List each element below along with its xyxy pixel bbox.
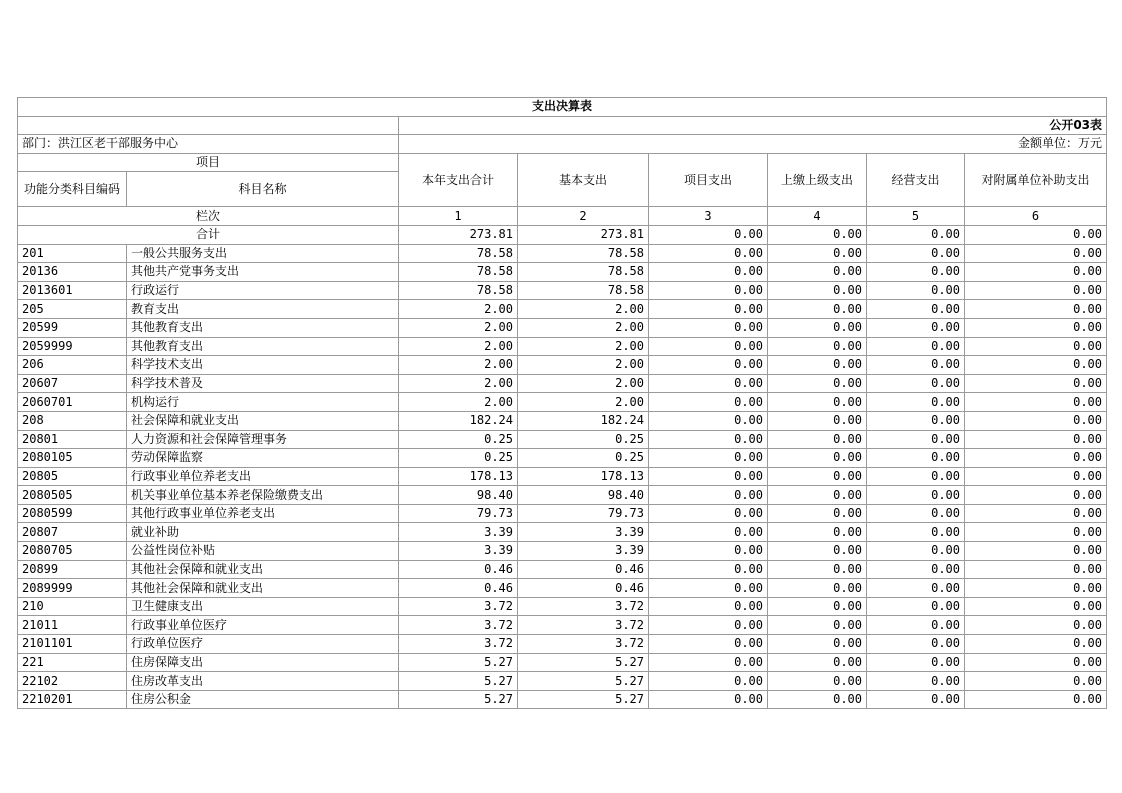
amount-cell: 2.00 xyxy=(518,393,649,412)
amount-cell: 0.00 xyxy=(649,263,768,282)
subject-code: 20899 xyxy=(18,560,127,579)
subject-name: 行政事业单位养老支出 xyxy=(127,467,399,486)
subject-name: 机关事业单位基本养老保险缴费支出 xyxy=(127,486,399,505)
amount-cell: 0.00 xyxy=(867,337,965,356)
table-row xyxy=(18,411,1107,430)
amount-cell: 0.00 xyxy=(867,281,965,300)
amount-cell: 0.00 xyxy=(965,597,1107,616)
amount-cell: 0.00 xyxy=(867,411,965,430)
table-row xyxy=(18,504,1107,523)
header-col5: 经营支出 xyxy=(867,153,965,207)
amount-cell: 0.00 xyxy=(768,300,867,319)
amount-cell: 0.00 xyxy=(867,653,965,672)
amount-cell: 178.13 xyxy=(518,467,649,486)
column-index: 3 xyxy=(649,207,768,226)
amount-cell: 0.00 xyxy=(768,449,867,468)
column-index: 4 xyxy=(768,207,867,226)
amount-cell: 0.00 xyxy=(649,244,768,263)
subject-code: 20801 xyxy=(18,430,127,449)
amount-cell: 0.00 xyxy=(649,504,768,523)
amount-cell: 0.00 xyxy=(649,579,768,598)
subject-name: 机构运行 xyxy=(127,393,399,412)
subject-code: 201 xyxy=(18,244,127,263)
amount-cell: 0.00 xyxy=(867,318,965,337)
subject-code: 20805 xyxy=(18,467,127,486)
amount-cell: 78.58 xyxy=(518,244,649,263)
amount-cell: 0.00 xyxy=(965,467,1107,486)
subject-name: 科学技术普及 xyxy=(127,374,399,393)
subject-code: 208 xyxy=(18,411,127,430)
expenditure-statement-sheet xyxy=(17,97,1106,709)
column-index-label: 栏次 xyxy=(18,207,399,226)
header-col2: 基本支出 xyxy=(518,153,649,207)
amount-cell: 0.00 xyxy=(649,411,768,430)
amount-cell: 0.00 xyxy=(965,337,1107,356)
amount-cell: 3.39 xyxy=(399,523,518,542)
table-row xyxy=(18,486,1107,505)
subject-code: 2080705 xyxy=(18,542,127,561)
amount-cell: 2.00 xyxy=(399,300,518,319)
amount-cell: 0.00 xyxy=(649,337,768,356)
amount-cell: 0.00 xyxy=(867,374,965,393)
amount-cell: 0.00 xyxy=(867,616,965,635)
amount-cell: 78.58 xyxy=(399,281,518,300)
subject-name: 住房公积金 xyxy=(127,690,399,709)
column-index: 6 xyxy=(965,207,1107,226)
table-row xyxy=(18,430,1107,449)
amount-cell: 5.27 xyxy=(518,672,649,691)
subject-name: 社会保障和就业支出 xyxy=(127,411,399,430)
amount-cell: 0.00 xyxy=(965,374,1107,393)
amount-cell: 0.00 xyxy=(649,690,768,709)
blank-cell xyxy=(18,116,399,135)
amount-cell: 0.00 xyxy=(768,690,867,709)
subject-code: 2080599 xyxy=(18,504,127,523)
subject-code: 2059999 xyxy=(18,337,127,356)
column-index: 5 xyxy=(867,207,965,226)
amount-cell: 3.39 xyxy=(399,542,518,561)
amount-cell: 2.00 xyxy=(518,374,649,393)
amount-cell: 0.25 xyxy=(518,449,649,468)
amount-cell: 0.00 xyxy=(965,504,1107,523)
amount-cell: 0.00 xyxy=(867,467,965,486)
amount-cell: 0.00 xyxy=(649,542,768,561)
amount-cell: 0.00 xyxy=(649,523,768,542)
amount-cell: 0.00 xyxy=(867,449,965,468)
amount-cell: 5.27 xyxy=(399,690,518,709)
amount-cell: 0.00 xyxy=(649,356,768,375)
table-row xyxy=(18,542,1107,561)
table-row xyxy=(18,672,1107,691)
amount-cell: 98.40 xyxy=(518,486,649,505)
amount-cell: 0.00 xyxy=(768,467,867,486)
subject-name: 其他行政事业单位养老支出 xyxy=(127,504,399,523)
subject-name: 就业补助 xyxy=(127,523,399,542)
amount-cell: 0.00 xyxy=(867,560,965,579)
amount-cell: 0.00 xyxy=(649,467,768,486)
amount-cell: 0.00 xyxy=(649,653,768,672)
amount-cell: 0.00 xyxy=(965,579,1107,598)
amount-cell: 0.00 xyxy=(768,579,867,598)
amount-cell: 0.00 xyxy=(867,244,965,263)
amount-cell: 0.00 xyxy=(965,635,1107,654)
amount-cell: 2.00 xyxy=(399,337,518,356)
header-col6: 对附属单位补助支出 xyxy=(965,153,1107,207)
amount-cell: 0.00 xyxy=(965,616,1107,635)
amount-cell: 0.00 xyxy=(649,672,768,691)
amount-cell: 2.00 xyxy=(518,300,649,319)
amount-cell: 0.00 xyxy=(768,635,867,654)
subject-code: 210 xyxy=(18,597,127,616)
amount-cell: 0.00 xyxy=(768,244,867,263)
subject-name: 其他教育支出 xyxy=(127,318,399,337)
subject-name: 其他社会保障和就业支出 xyxy=(127,579,399,598)
amount-cell: 0.00 xyxy=(649,635,768,654)
table-row xyxy=(18,579,1107,598)
amount-cell: 0.00 xyxy=(965,356,1107,375)
amount-cell: 0.00 xyxy=(867,579,965,598)
amount-cell: 0.00 xyxy=(965,263,1107,282)
amount-cell: 0.46 xyxy=(399,579,518,598)
table-row xyxy=(18,616,1107,635)
amount-cell: 0.00 xyxy=(649,486,768,505)
amount-cell: 0.00 xyxy=(768,672,867,691)
subject-name: 科学技术支出 xyxy=(127,356,399,375)
amount-cell: 0.00 xyxy=(867,635,965,654)
table-row xyxy=(18,356,1107,375)
subject-code: 205 xyxy=(18,300,127,319)
amount-cell: 0.00 xyxy=(867,393,965,412)
amount-cell: 0.00 xyxy=(768,523,867,542)
subject-name: 卫生健康支出 xyxy=(127,597,399,616)
amount-cell: 78.58 xyxy=(399,244,518,263)
amount-cell: 2.00 xyxy=(518,318,649,337)
subject-code: 20807 xyxy=(18,523,127,542)
header-col1: 本年支出合计 xyxy=(399,153,518,207)
table-row xyxy=(18,393,1107,412)
amount-cell: 3.72 xyxy=(518,616,649,635)
total-label: 合计 xyxy=(18,225,399,244)
subject-name: 劳动保障监察 xyxy=(127,449,399,468)
amount-cell: 178.13 xyxy=(399,467,518,486)
amount-cell: 5.27 xyxy=(399,672,518,691)
header-col3: 项目支出 xyxy=(649,153,768,207)
subject-name: 公益性岗位补贴 xyxy=(127,542,399,561)
table-row xyxy=(18,653,1107,672)
amount-cell: 0.00 xyxy=(649,597,768,616)
amount-cell: 3.39 xyxy=(518,542,649,561)
table-row xyxy=(18,449,1107,468)
amount-cell: 0.00 xyxy=(867,690,965,709)
amount-cell: 0.00 xyxy=(867,504,965,523)
amount-cell: 0.00 xyxy=(768,356,867,375)
amount-cell: 0.00 xyxy=(965,560,1107,579)
expenditure-table xyxy=(17,97,1107,709)
total-value: 0.00 xyxy=(768,225,867,244)
amount-cell: 0.25 xyxy=(399,449,518,468)
amount-cell: 0.00 xyxy=(965,542,1107,561)
amount-cell: 0.00 xyxy=(867,542,965,561)
header-code: 功能分类科目编码 xyxy=(18,172,127,207)
amount-cell: 0.00 xyxy=(768,597,867,616)
column-index: 2 xyxy=(518,207,649,226)
amount-cell: 0.00 xyxy=(768,430,867,449)
amount-cell: 0.00 xyxy=(768,504,867,523)
amount-cell: 3.72 xyxy=(518,635,649,654)
amount-cell: 0.00 xyxy=(649,300,768,319)
amount-cell: 0.00 xyxy=(965,672,1107,691)
subject-code: 221 xyxy=(18,653,127,672)
amount-cell: 0.46 xyxy=(518,560,649,579)
header-name: 科目名称 xyxy=(127,172,399,207)
subject-name: 行政事业单位医疗 xyxy=(127,616,399,635)
amount-cell: 0.00 xyxy=(649,430,768,449)
amount-cell: 79.73 xyxy=(518,504,649,523)
amount-cell: 0.00 xyxy=(768,486,867,505)
subject-name: 行政单位医疗 xyxy=(127,635,399,654)
table-title: 支出决算表 xyxy=(18,98,1107,117)
table-row xyxy=(18,337,1107,356)
amount-cell: 0.00 xyxy=(867,300,965,319)
table-row xyxy=(18,263,1107,282)
table-row xyxy=(18,467,1107,486)
subject-code: 20136 xyxy=(18,263,127,282)
amount-cell: 0.00 xyxy=(768,411,867,430)
amount-cell: 0.00 xyxy=(965,300,1107,319)
subject-code: 20607 xyxy=(18,374,127,393)
amount-cell: 78.58 xyxy=(518,281,649,300)
subject-code: 206 xyxy=(18,356,127,375)
amount-cell: 182.24 xyxy=(399,411,518,430)
subject-code: 21011 xyxy=(18,616,127,635)
total-value: 273.81 xyxy=(399,225,518,244)
header-col4: 上缴上级支出 xyxy=(768,153,867,207)
subject-code: 22102 xyxy=(18,672,127,691)
subject-name: 一般公共服务支出 xyxy=(127,244,399,263)
table-row xyxy=(18,281,1107,300)
amount-cell: 2.00 xyxy=(399,318,518,337)
amount-cell: 182.24 xyxy=(518,411,649,430)
amount-cell: 0.00 xyxy=(867,263,965,282)
subject-code: 2210201 xyxy=(18,690,127,709)
amount-cell: 0.00 xyxy=(649,374,768,393)
amount-cell: 98.40 xyxy=(399,486,518,505)
subject-name: 行政运行 xyxy=(127,281,399,300)
amount-cell: 0.00 xyxy=(649,616,768,635)
amount-cell: 0.00 xyxy=(965,653,1107,672)
amount-cell: 0.25 xyxy=(399,430,518,449)
subject-code: 2060701 xyxy=(18,393,127,412)
amount-cell: 0.00 xyxy=(965,690,1107,709)
table-row xyxy=(18,560,1107,579)
subject-code: 2013601 xyxy=(18,281,127,300)
amount-cell: 0.46 xyxy=(399,560,518,579)
amount-cell: 3.72 xyxy=(518,597,649,616)
subject-name: 教育支出 xyxy=(127,300,399,319)
amount-cell: 3.72 xyxy=(399,597,518,616)
amount-cell: 2.00 xyxy=(399,374,518,393)
amount-cell: 0.00 xyxy=(768,263,867,282)
amount-cell: 0.00 xyxy=(649,560,768,579)
amount-cell: 0.25 xyxy=(518,430,649,449)
amount-cell: 0.00 xyxy=(965,393,1107,412)
subject-code: 2101101 xyxy=(18,635,127,654)
amount-cell: 0.00 xyxy=(867,672,965,691)
form-code: 公开03表 xyxy=(399,116,1107,135)
table-row xyxy=(18,300,1107,319)
amount-cell: 78.58 xyxy=(399,263,518,282)
amount-cell: 5.27 xyxy=(518,653,649,672)
total-value: 0.00 xyxy=(965,225,1107,244)
total-value: 273.81 xyxy=(518,225,649,244)
amount-cell: 0.00 xyxy=(867,356,965,375)
amount-cell: 0.00 xyxy=(965,449,1107,468)
table-row xyxy=(18,374,1107,393)
subject-code: 20599 xyxy=(18,318,127,337)
amount-cell: 0.00 xyxy=(768,560,867,579)
amount-cell: 79.73 xyxy=(399,504,518,523)
amount-cell: 0.00 xyxy=(768,653,867,672)
amount-cell: 0.00 xyxy=(768,393,867,412)
amount-cell: 0.00 xyxy=(867,486,965,505)
amount-cell: 0.00 xyxy=(649,318,768,337)
table-row xyxy=(18,318,1107,337)
table-row xyxy=(18,597,1107,616)
amount-cell: 0.00 xyxy=(768,542,867,561)
amount-cell: 0.00 xyxy=(867,597,965,616)
amount-cell: 0.00 xyxy=(965,486,1107,505)
amount-cell: 5.27 xyxy=(399,653,518,672)
subject-code: 2080105 xyxy=(18,449,127,468)
amount-cell: 0.46 xyxy=(518,579,649,598)
amount-cell: 2.00 xyxy=(518,337,649,356)
amount-cell: 0.00 xyxy=(965,411,1107,430)
table-row xyxy=(18,635,1107,654)
table-row xyxy=(18,690,1107,709)
amount-cell: 3.39 xyxy=(518,523,649,542)
amount-cell: 0.00 xyxy=(649,281,768,300)
amount-cell: 0.00 xyxy=(867,523,965,542)
total-value: 0.00 xyxy=(867,225,965,244)
amount-cell: 0.00 xyxy=(768,374,867,393)
amount-cell: 0.00 xyxy=(867,430,965,449)
amount-cell: 78.58 xyxy=(518,263,649,282)
column-index: 1 xyxy=(399,207,518,226)
total-value: 0.00 xyxy=(649,225,768,244)
subject-name: 其他教育支出 xyxy=(127,337,399,356)
subject-name: 人力资源和社会保障管理事务 xyxy=(127,430,399,449)
subject-name: 其他共产党事务支出 xyxy=(127,263,399,282)
amount-cell: 0.00 xyxy=(965,523,1107,542)
amount-cell: 0.00 xyxy=(768,337,867,356)
subject-name: 住房保障支出 xyxy=(127,653,399,672)
amount-cell: 0.00 xyxy=(649,449,768,468)
amount-cell: 3.72 xyxy=(399,616,518,635)
amount-cell: 0.00 xyxy=(965,318,1107,337)
subject-code: 2089999 xyxy=(18,579,127,598)
table-row xyxy=(18,523,1107,542)
amount-cell: 2.00 xyxy=(399,393,518,412)
amount-cell: 3.72 xyxy=(399,635,518,654)
unit-label: 金额单位：万元 xyxy=(399,135,1107,154)
amount-cell: 2.00 xyxy=(518,356,649,375)
table-row xyxy=(18,244,1107,263)
department-label: 部门：洪江区老干部服务中心 xyxy=(18,135,399,154)
amount-cell: 2.00 xyxy=(399,356,518,375)
amount-cell: 0.00 xyxy=(768,281,867,300)
amount-cell: 0.00 xyxy=(965,244,1107,263)
amount-cell: 0.00 xyxy=(965,430,1107,449)
header-item: 项目 xyxy=(18,153,399,172)
subject-name: 住房改革支出 xyxy=(127,672,399,691)
subject-code: 2080505 xyxy=(18,486,127,505)
amount-cell: 0.00 xyxy=(649,393,768,412)
subject-name: 其他社会保障和就业支出 xyxy=(127,560,399,579)
amount-cell: 5.27 xyxy=(518,690,649,709)
amount-cell: 0.00 xyxy=(768,318,867,337)
amount-cell: 0.00 xyxy=(965,281,1107,300)
amount-cell: 0.00 xyxy=(768,616,867,635)
